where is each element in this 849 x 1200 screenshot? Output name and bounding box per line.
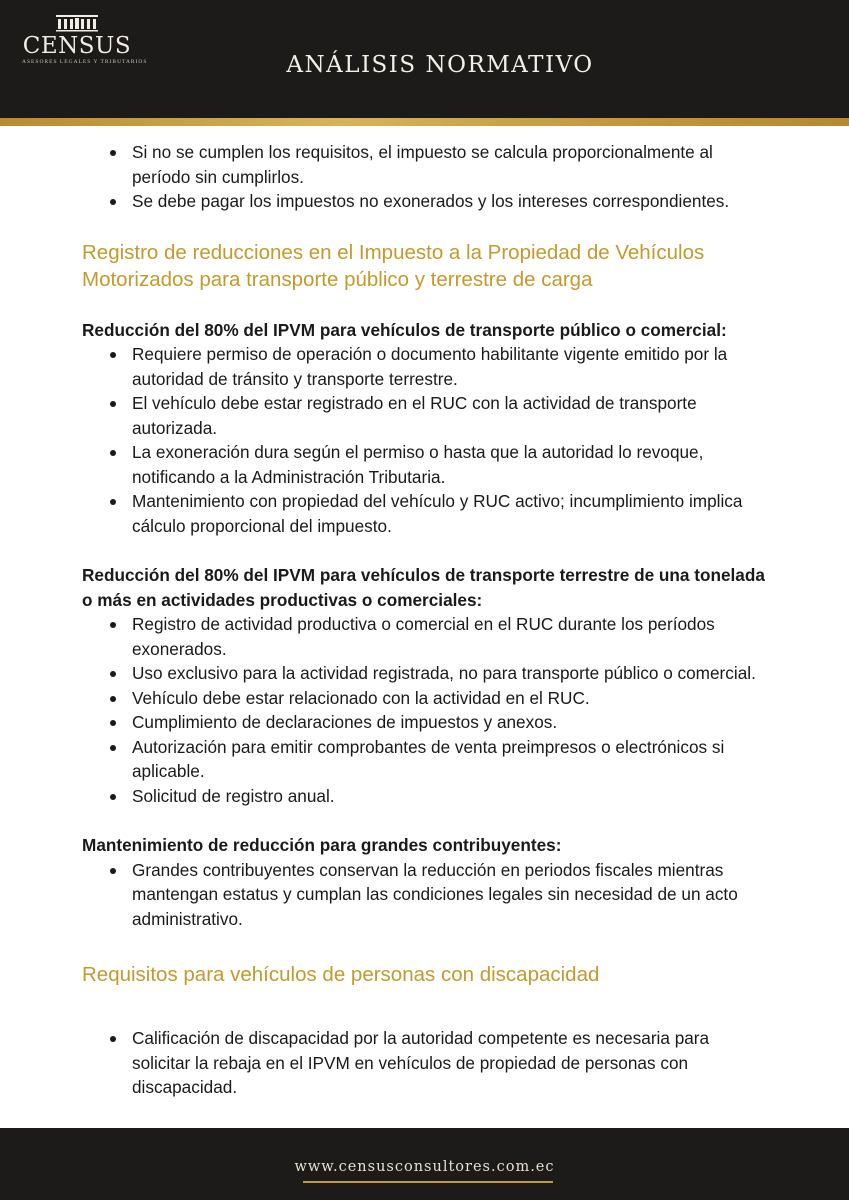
section-heading-vehicle-reductions: Registro de reducciones en el Impuesto a la Propiedad de Vehículos Motorizados para transporte público y terrestre de carga xyxy=(82,240,705,291)
logo-tagline: ASESORES LEGALES Y TRIBUTARIOS xyxy=(22,59,148,65)
section-heading-disability: Requisitos para vehículos de personas con discapacidad xyxy=(82,963,600,986)
logo-name: CENSUS xyxy=(22,33,132,59)
large-taxpayers-bullet-list xyxy=(82,858,772,932)
list-item: Mantenimiento con propiedad del vehículo y RUC activo; incumplimiento implica cálculo proporcional del impuesto. xyxy=(82,489,772,538)
subheading-freight-transport: Reducción del 80% del IPVM para vehículos de transporte terrestre de una tonelada o más en actividades productivas o comerciales: xyxy=(82,565,765,610)
freight-transport-bullet-list xyxy=(82,612,772,808)
list-item: Se debe pagar los impuestos no exonerados y los intereses correspondientes. xyxy=(82,189,772,214)
list-item: Grandes contribuyentes conservan la reducción en periodos fiscales mientras mantengan estatus y cumplan las condiciones legales sin necesidad de un acto administrativo. xyxy=(82,858,772,932)
header-gold-band xyxy=(0,118,849,126)
subheading-public-transport: Reducción del 80% del IPVM para vehículos de transporte público o comercial: xyxy=(82,319,727,340)
list-item: Registro de actividad productiva o comercial en el RUC durante los períodos exonerados. xyxy=(82,612,772,661)
list-item: Solicitud de registro anual. xyxy=(82,784,772,809)
census-logo xyxy=(22,14,148,66)
document-body xyxy=(82,140,772,1100)
list-item: El vehículo debe estar registrado en el RUC con la actividad de transporte autorizada. xyxy=(82,391,772,440)
list-item: Vehículo debe estar relacionado con la actividad en el RUC. xyxy=(82,686,772,711)
list-item: La exoneración dura según el permiso o hasta que la autoridad lo revoque, notificando a la Administración Tributaria. xyxy=(82,440,772,489)
list-item: Uso exclusivo para la actividad registrada, no para transporte público o comercial. xyxy=(82,661,772,686)
public-transport-bullet-list xyxy=(82,342,772,538)
list-item: Autorización para emitir comprobantes de venta preimpresos o electrónicos si aplicable. xyxy=(82,735,772,784)
subheading-large-taxpayers: Mantenimiento de reducción para grandes contribuyentes: xyxy=(82,835,562,855)
list-item: Cumplimiento de declaraciones de impuestos y anexos. xyxy=(82,710,772,735)
census-building-icon xyxy=(54,14,100,32)
page-title: ANÁLISIS NORMATIVO xyxy=(286,52,594,78)
list-item: Si no se cumplen los requisitos, el impuesto se calcula proporcionalmente al período sin cumplirlos. xyxy=(82,140,772,189)
footer-divider xyxy=(303,1181,553,1183)
disability-bullet-list xyxy=(82,1026,772,1100)
list-item: Calificación de discapacidad por la autoridad competente es necesaria para solicitar la rebaja en el IPVM en vehículos de propiedad de personas con discapacidad. xyxy=(82,1026,772,1100)
list-item: Requiere permiso de operación o documento habilitante vigente emitido por la autoridad de tránsito y transporte terrestre. xyxy=(82,342,772,391)
footer-website-url: www.censusconsultores.com.ec xyxy=(294,1159,555,1175)
intro-bullet-list xyxy=(82,140,772,214)
